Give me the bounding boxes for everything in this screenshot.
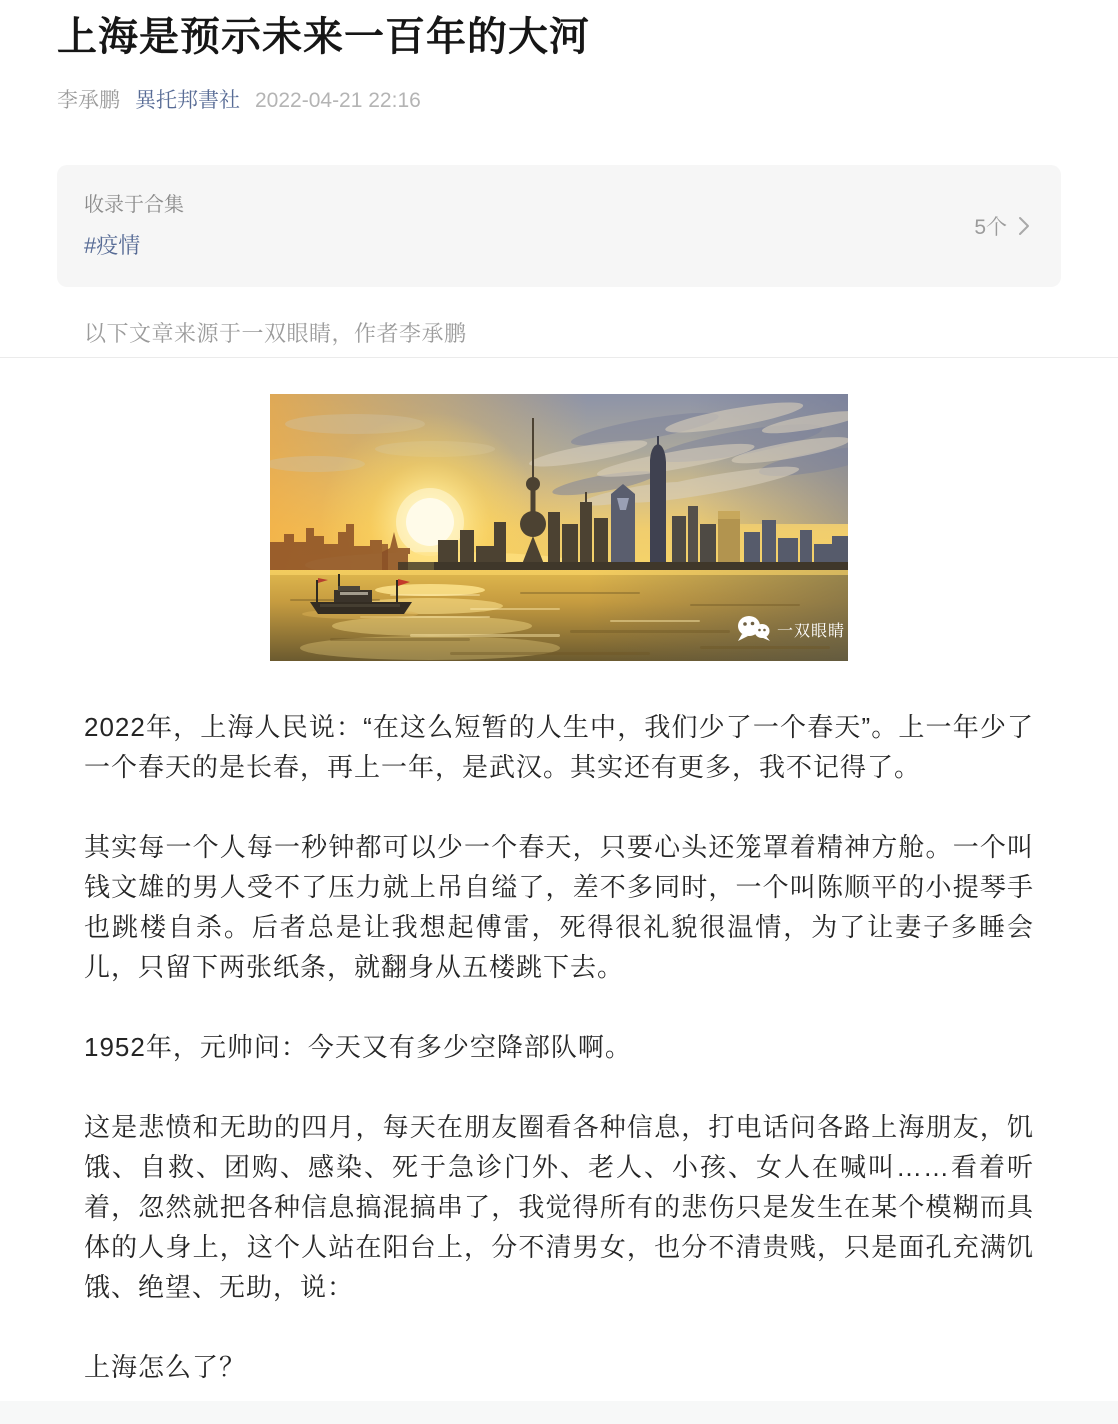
paragraph: 2022年，上海人民说：“在这么短暂的人生中，我们少了一个春天”。上一年少了一个春天的是长春，再上一年，是武汉。其实还有更多，我不记得了。 bbox=[84, 712, 1034, 782]
publish-date: 2022-04-21 22:16 bbox=[255, 89, 421, 112]
collection-count-group bbox=[974, 211, 1031, 241]
collection-count: 5个 bbox=[974, 216, 1007, 239]
page-title: 上海是预示未来一百年的大河 bbox=[57, 15, 590, 59]
article-meta bbox=[57, 88, 1061, 113]
collection-info bbox=[84, 192, 184, 260]
wechat-article-page bbox=[0, 10, 1118, 1387]
collection-tag-link[interactable]: #疫情 bbox=[84, 233, 141, 258]
paragraph: 这是悲愤和无助的四月，每天在朋友圈看各种信息，打电话问各路上海朋友，饥饿、自救、团购、感染、死于急诊门外、老人、小孩、女人在喊叫……看着听着，忽然就把各种信息搞混搞串了，我觉得所有的悲伤只是发生在某个模糊而具体的人身上，这个人站在阳台上，分不清男女，也分不清贵贱，只是面孔充满饥饿、绝望、无助，说： bbox=[84, 1112, 1034, 1302]
author-name: 李承鹏 bbox=[57, 89, 120, 112]
sun bbox=[406, 498, 454, 546]
hero-image[interactable] bbox=[270, 394, 848, 661]
watermark-text: 一双眼睛 bbox=[777, 623, 846, 640]
collection-label: 收录于合集 bbox=[84, 194, 184, 216]
article-body bbox=[84, 707, 1034, 1387]
paragraph: 上海怎么了？ bbox=[84, 1352, 247, 1382]
collection-card[interactable] bbox=[57, 165, 1061, 287]
paragraph: 其实每一个人每一秒钟都可以少一个春天，只要心头还笼罩着精神方舱。一个叫钱文雄的男人受不了压力就上吊自缢了，差不多同时，一个叫陈顺平的小提琴手也跳楼自杀。后者总是让我想起傅雷，死得很礼貌很温情，为了让妻子多睡会儿，只留下两张纸条，就翻身从五楼跳下去。 bbox=[84, 832, 1034, 982]
account-link[interactable]: 異托邦書社 bbox=[135, 89, 240, 112]
chevron-right-icon bbox=[1017, 214, 1031, 238]
page-bottom-strip bbox=[0, 1401, 1118, 1424]
source-note: 以下文章来源于一双眼睛，作者李承鹏 bbox=[0, 321, 1118, 358]
paragraph: 1952年，元帅问：今天又有多少空降部队啊。 bbox=[84, 1032, 632, 1062]
